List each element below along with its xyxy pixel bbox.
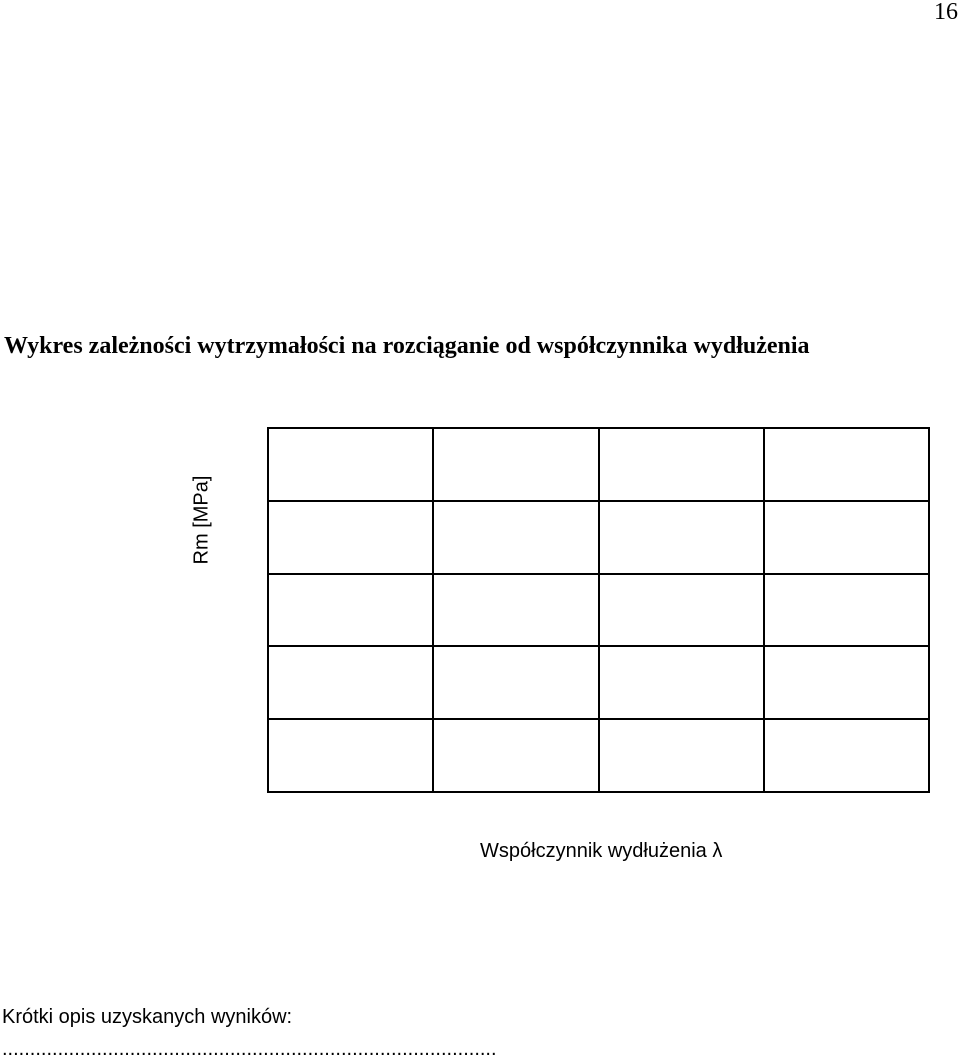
grid-cell <box>600 502 765 575</box>
grid-cell <box>434 429 599 502</box>
grid-cell <box>434 502 599 575</box>
y-axis-label: Rm [MPa] <box>190 475 213 565</box>
grid-cell <box>765 720 930 793</box>
grid-cell <box>765 502 930 575</box>
grid-cell <box>765 575 930 648</box>
grid-cell <box>269 720 434 793</box>
grid-cell <box>600 720 765 793</box>
empty-chart-grid <box>267 427 930 793</box>
results-summary-label: Krótki opis uzyskanych wyników: <box>2 1006 293 1028</box>
grid-cell <box>600 647 765 720</box>
grid-cell <box>269 575 434 648</box>
grid-cell <box>434 647 599 720</box>
grid-cell <box>765 647 930 720</box>
page-number: 16 <box>934 0 958 25</box>
chart-section-title: Wykres zależności wytrzymałości na rozciąganie od współczynnika wydłużenia <box>4 333 810 359</box>
grid-cell <box>434 720 599 793</box>
results-answer-line: ......................................................................................... <box>2 1038 497 1060</box>
grid-cell <box>600 575 765 648</box>
grid-cell <box>269 502 434 575</box>
grid-cell <box>434 575 599 648</box>
grid-cell <box>600 429 765 502</box>
x-axis-label: Współczynnik wydłużenia λ <box>480 840 723 862</box>
grid-cell <box>269 647 434 720</box>
grid-cell <box>765 429 930 502</box>
grid-cell <box>269 429 434 502</box>
